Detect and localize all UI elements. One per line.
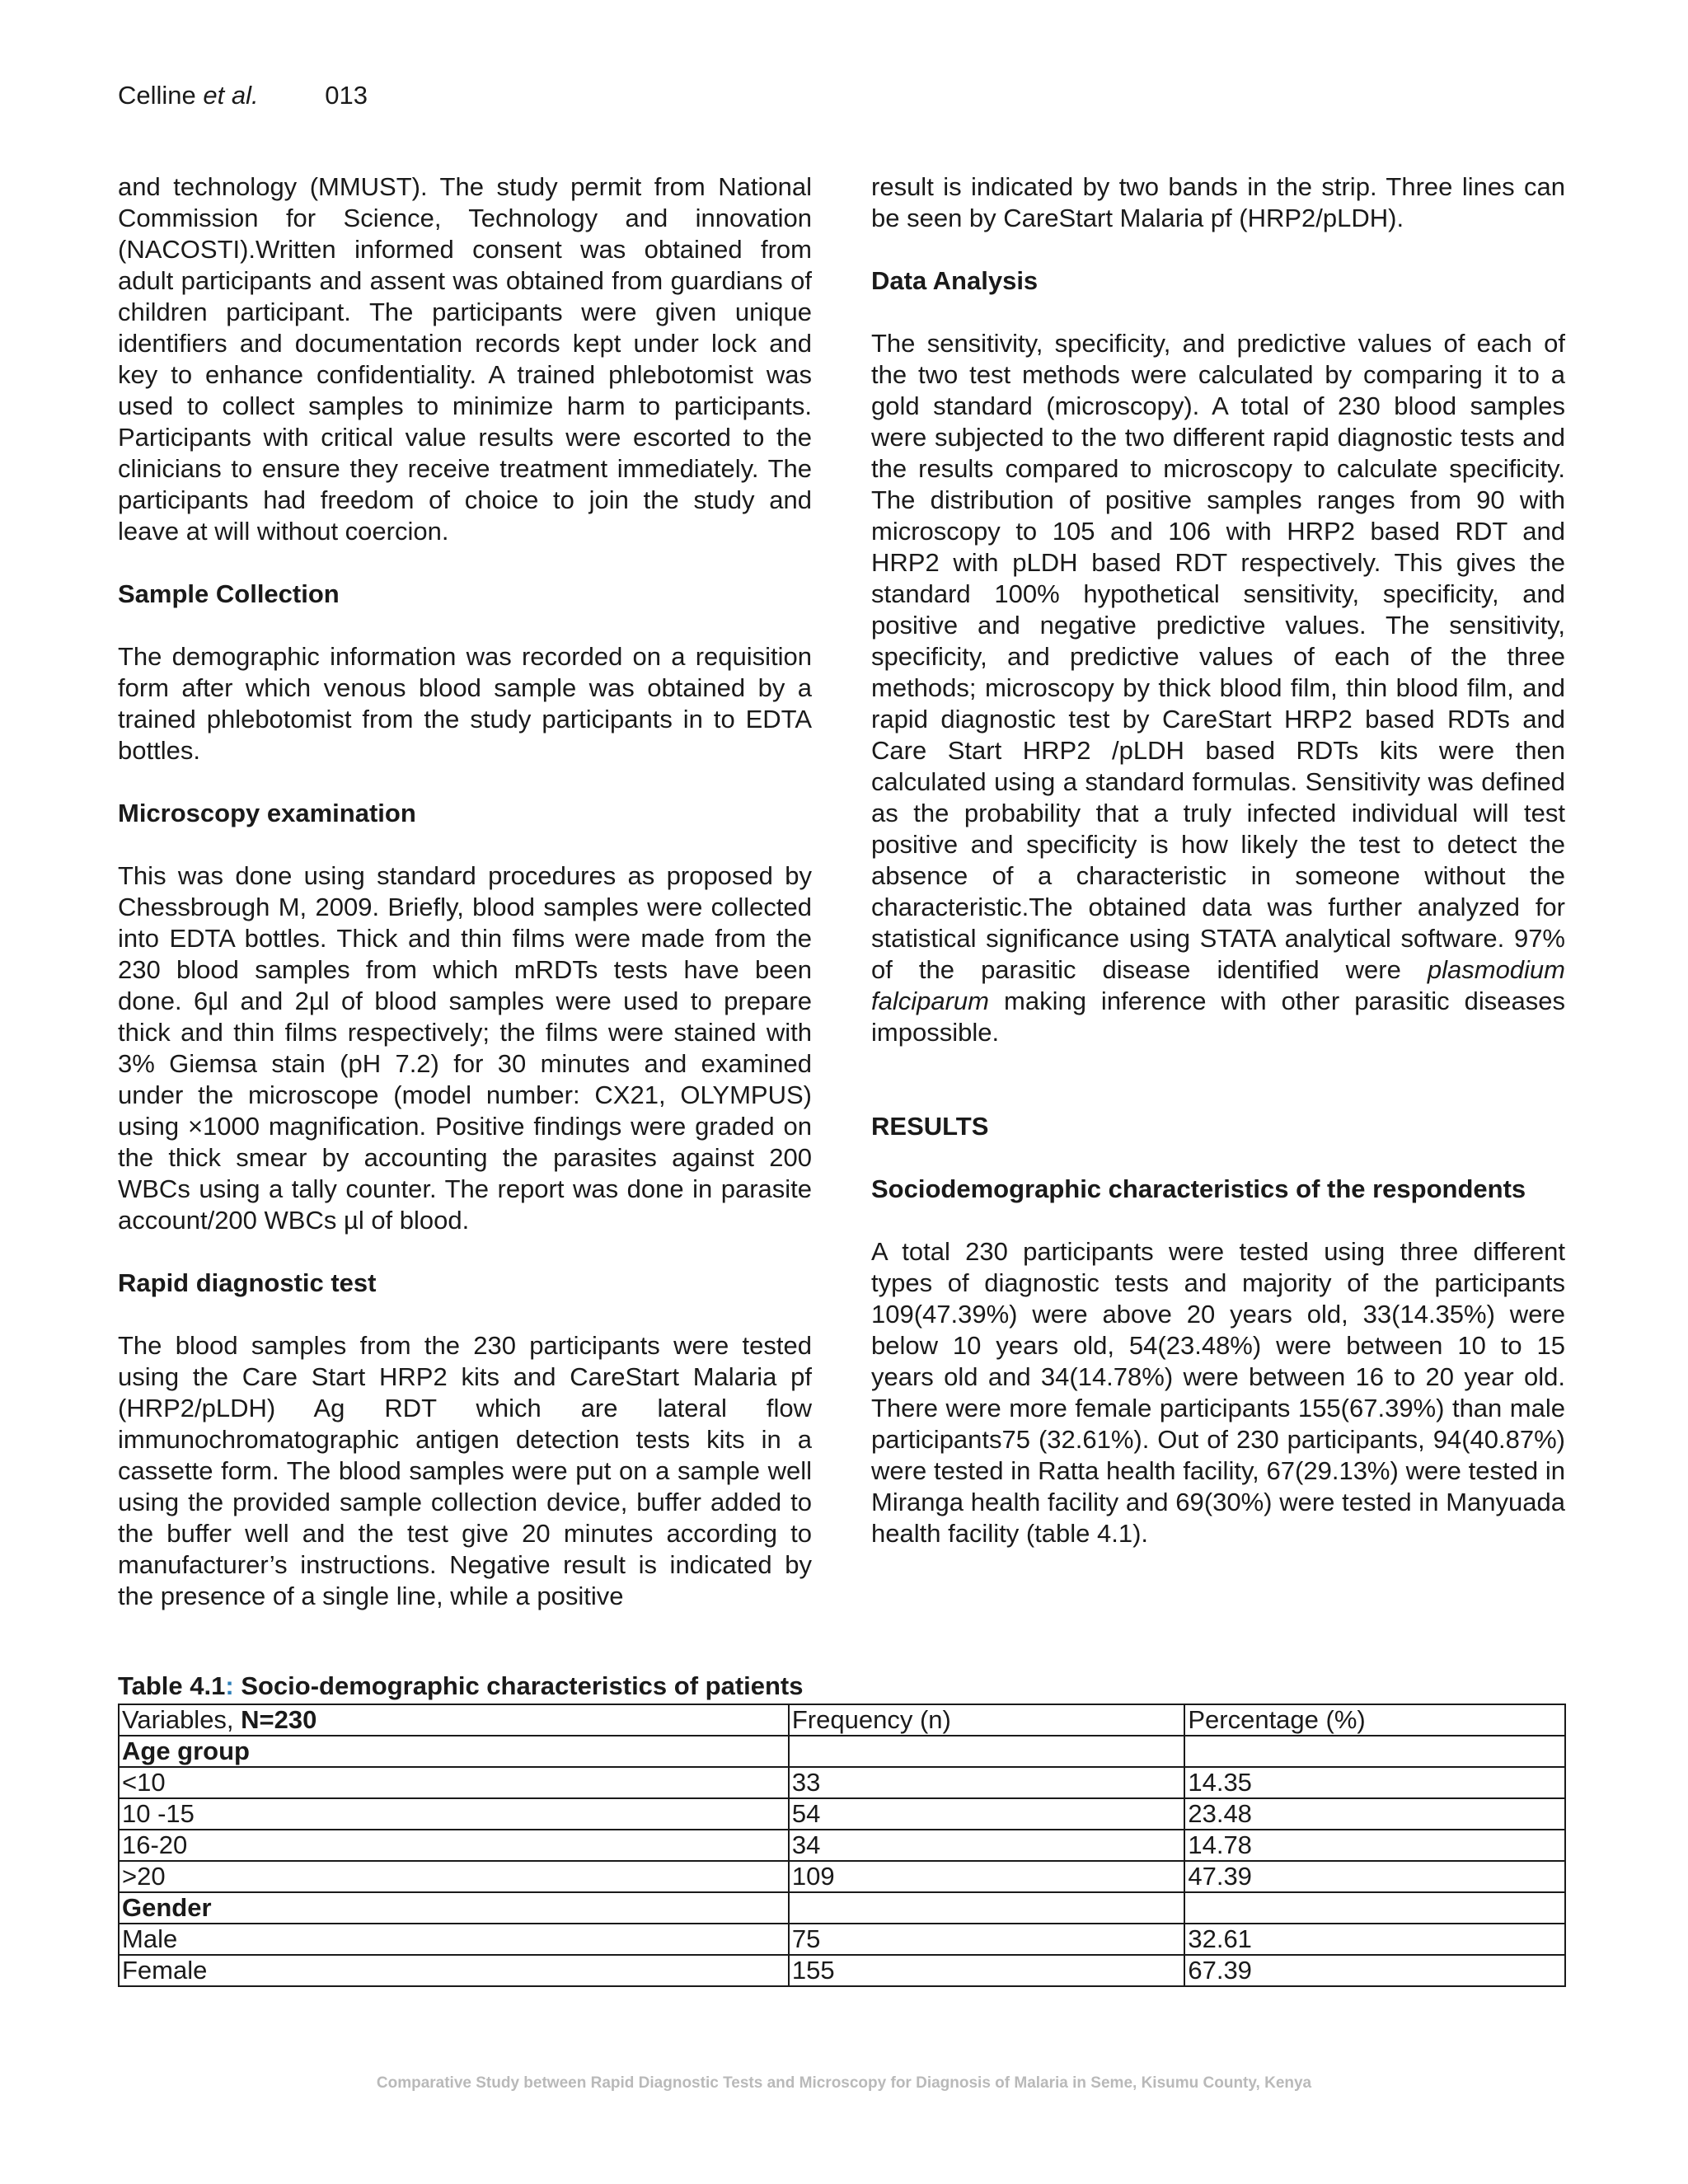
running-head (118, 79, 368, 112)
table-4-1 (118, 1671, 1566, 1987)
data-analysis-text-part2: making inference with other parasitic diseases impossible. (871, 987, 1565, 1047)
table-row (119, 1767, 1565, 1798)
right-column (871, 171, 1565, 1581)
row-label: <10 (119, 1767, 789, 1798)
rdt-heading: Rapid diagnostic test (118, 1268, 377, 1297)
row-frequency: 33 (789, 1767, 1184, 1798)
left-column (118, 171, 812, 1643)
rdt-text: The blood samples from the 230 participants were tested using the Care Start HRP2 kits and CareStart Malaria pf (HRP2/pLDH) Ag RDT which are lateral flow immunochromatographic antigen detection tests kits in a cassette form. The blood samples were put on a sample well using the provided sample collection device, buffer added to the buffer well and the test give 20 minutes according to manufacturer’s instructions. Negative result is indicated by the presence of a single line, while a positive (118, 1331, 812, 1610)
header-etal: et al. (203, 81, 259, 110)
table-caption-separator: : (225, 1671, 234, 1700)
header-n: N=230 (241, 1705, 317, 1734)
header-variables-label: Variables, (122, 1705, 241, 1734)
sample-collection-text: The demographic information was recorded on a requisition form after which venous blood sample was obtained by a trained phlebotomist from the study participants in to EDTA bottles. (118, 642, 812, 765)
table-row (119, 1955, 1565, 1986)
empty-cell (1184, 1736, 1565, 1767)
table-caption (118, 1671, 1566, 1702)
row-label: Male (119, 1924, 789, 1955)
demographics-table (118, 1704, 1566, 1987)
row-label: 16-20 (119, 1830, 789, 1861)
empty-cell (1184, 1892, 1565, 1924)
row-frequency: 155 (789, 1955, 1184, 1986)
table-row (119, 1924, 1565, 1955)
table-row (119, 1830, 1565, 1861)
row-percentage: 14.78 (1184, 1830, 1565, 1861)
sociodemographic-heading: Sociodemographic characteristics of the respondents (871, 1174, 1526, 1203)
data-analysis-text-part1: The sensitivity, specificity, and predictive values of each of the two test methods were calculated by comparing it to a gold standard (microscopy). A total of 230 blood samples were subjected to the two different rapid diagnostic tests and the results compared to microscopy to calculate specificity. The distribution of positive samples ranges from 90 with microscopy to 105 and 106 with HRP2 based RDT and HRP2 with pLDH based RDT respectively. This gives the standard 100% hypothetical sensitivity, specificity, and positive and negative predictive values. The sensitivity, specificity, and predictive values of each of the three methods; microscopy by thick blood film, thin blood film, and rapid diagnostic test by CareStart HRP2 based RDTs and Care Start HRP2 /pLDH based RDTs kits were then calculated using a standard formulas. Sensitivity was defined as the probability that a truly infected individual will test positive and specificity is how likely the test to detect the absence of a characteristic in someone without the characteristic.The obtained data was further analyzed for statistical significance using STATA analytical software. 97% of the parasitic disease identified were (871, 329, 1565, 984)
row-label: 10 -15 (119, 1798, 789, 1830)
header-frequency: Frequency (n) (789, 1704, 1184, 1736)
table-row (119, 1861, 1565, 1892)
row-percentage: 14.35 (1184, 1767, 1565, 1798)
page-number: 013 (325, 81, 368, 110)
group-label-age: Age group (119, 1736, 789, 1767)
species-name: plasmodium falciparum (871, 955, 1565, 1015)
table-caption-label: Table 4.1 (118, 1671, 226, 1700)
table-header-row (119, 1704, 1565, 1736)
row-percentage: 32.61 (1184, 1924, 1565, 1955)
header-variables (119, 1704, 789, 1736)
table-row (119, 1798, 1565, 1830)
row-percentage: 47.39 (1184, 1861, 1565, 1892)
group-label-gender: Gender (119, 1892, 789, 1924)
group-row-gender (119, 1892, 1565, 1924)
microscopy-text: This was done using standard procedures as proposed by Chessbrough M, 2009. Briefly, blood samples were collected into EDTA bottles. Thick and thin films were made from the 230 blood samples from which mRDTs tests have been done. 6µl and 2µl of blood samples were used to prepare thick and thin films respectively; the films were stained with 3% Giemsa stain (pH 7.2) for 30 minutes and examined under the microscope (model number: CX21, OLYMPUS) using ×1000 magnification. Positive findings were graded on the thick smear by accounting the parasites against 200 WBCs using a tally counter. The report was done in parasite account/200 WBCs µl of blood. (118, 861, 812, 1235)
group-row-age (119, 1736, 1565, 1767)
rdt-continued-text: result is indicated by two bands in the strip. Three lines can be seen by CareStart Malaria pf (HRP2/pLDH). (871, 172, 1565, 232)
empty-cell (789, 1736, 1184, 1767)
row-frequency: 54 (789, 1798, 1184, 1830)
row-frequency: 34 (789, 1830, 1184, 1861)
row-percentage: 23.48 (1184, 1798, 1565, 1830)
header-percentage: Percentage (%) (1184, 1704, 1565, 1736)
empty-cell (789, 1892, 1184, 1924)
row-frequency: 75 (789, 1924, 1184, 1955)
intro-paragraph: and technology (MMUST). The study permit from National Commission for Science, Technology and innovation (NACOSTI).Written informed consent was obtained from adult participants and assent was obtained from guardians of children participant. The participants were given unique identifiers and documentation records kept under lock and key to enhance confidentiality. A trained phlebotomist was used to collect samples to minimize harm to participants. Participants with critical value results were escorted to the clinicians to ensure they receive treatment immediately. The participants had freedom of choice to join the study and leave at will without coercion. (118, 172, 812, 546)
header-author: Celline (118, 81, 196, 110)
sample-collection-heading: Sample Collection (118, 579, 340, 608)
results-heading: RESULTS (871, 1112, 989, 1141)
data-analysis-text (871, 328, 1565, 1048)
row-frequency: 109 (789, 1861, 1184, 1892)
row-label: >20 (119, 1861, 789, 1892)
microscopy-heading: Microscopy examination (118, 799, 416, 827)
page-footer: Comparative Study between Rapid Diagnostic Tests and Microscopy for Diagnosis of Malaria in Seme, Kisumu County, Kenya (376, 2074, 1312, 2092)
table-caption-title: Socio-demographic characteristics of patients (233, 1671, 804, 1700)
data-analysis-heading: Data Analysis (871, 266, 1039, 295)
row-label: Female (119, 1955, 789, 1986)
sociodemographic-text: A total 230 participants were tested using three different types of diagnostic tests and majority of the participants 109(47.39%) were above 20 years old, 33(14.35%) were below 10 years old, 54(23.48%) were between 10 to 15 years old and 34(14.78%) were between 16 to 20 year old. There were more female participants 155(67.39%) than male participants75 (32.61%). Out of 230 participants, 94(40.87%) were tested in Ratta health facility, 67(29.13%) were tested in Miranga health facility and 69(30%) were tested in Manyuada health facility (table 4.1). (871, 1237, 1565, 1548)
row-percentage: 67.39 (1184, 1955, 1565, 1986)
